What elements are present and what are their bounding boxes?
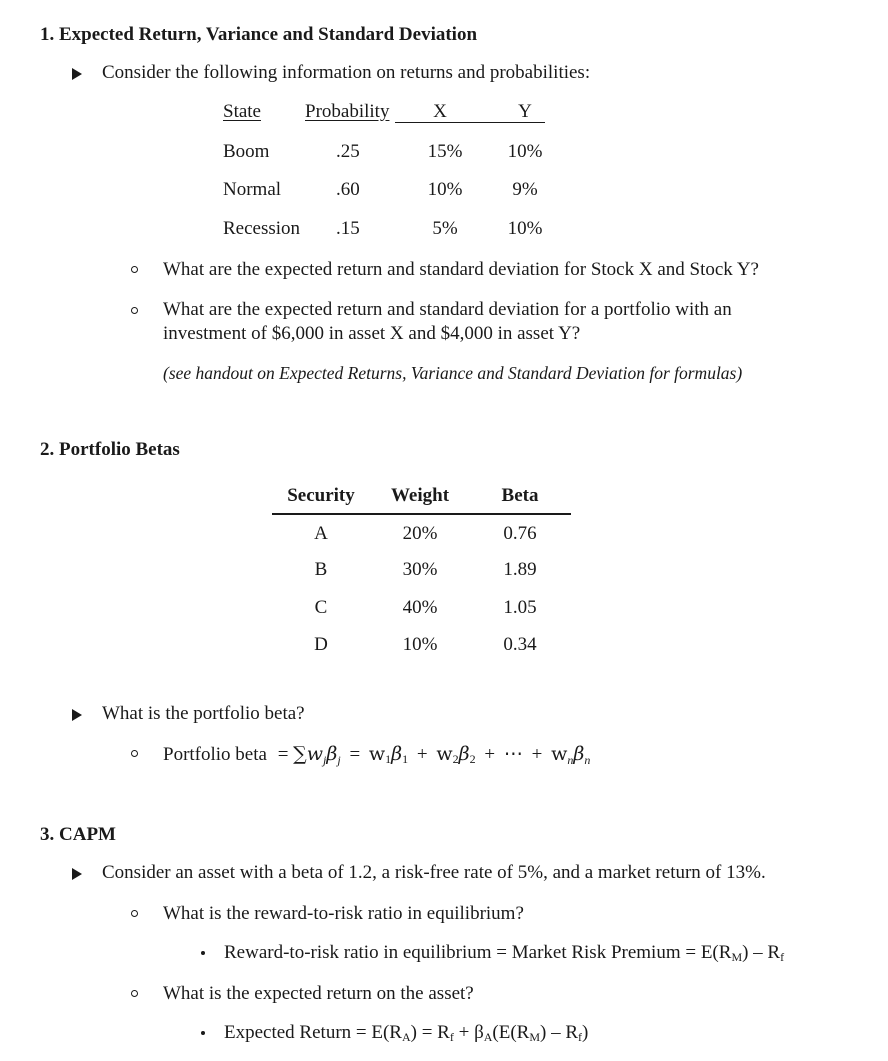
section1-intro: Consider the following information on returns and probabilities: [102, 62, 591, 83]
bullet-circle-icon [131, 750, 138, 757]
answer-1-sub-f: f [780, 950, 785, 964]
table-header-underline [395, 122, 545, 123]
section3-question-2: What is the expected return on the asset? [163, 983, 474, 1004]
formula-j: j [323, 753, 327, 767]
table-cell: 0.34 [503, 634, 537, 655]
formula-w1: w [368, 743, 386, 765]
table-cell: Boom [223, 141, 270, 162]
section1-question-1: What are the expected return and standard deviation for Stock X and Stock Y? [163, 259, 759, 280]
section3-question-1: What is the reward-to-risk ratio in equilibrium? [163, 903, 524, 924]
formula-w: w [306, 743, 324, 765]
bullet-arrow-icon [72, 868, 82, 880]
section1-note: (see handout on Expected Returns, Variance and Standard Deviation for formulas) [163, 363, 743, 383]
table-cell: B [314, 559, 328, 580]
answer-2-part: ) = R [410, 1022, 450, 1043]
table-header-y: Y [518, 101, 532, 122]
table-cell: 15% [427, 141, 463, 162]
section2-title: 2. Portfolio Betas [40, 439, 180, 460]
table-header-security: Security [287, 485, 355, 506]
table-header-weight: Weight [390, 485, 450, 506]
formula-beta: β [391, 743, 403, 765]
table-cell: 20% [402, 523, 438, 544]
bullet-arrow-icon [72, 709, 82, 721]
section2-question: What is the portfolio beta? [102, 703, 305, 724]
table-cell: 10% [507, 141, 543, 162]
table-header-beta: Beta [501, 485, 539, 506]
table-header-rule [272, 513, 571, 515]
table-cell: A [314, 523, 328, 544]
table-cell: Normal [223, 179, 282, 200]
formula-j: j [337, 753, 341, 767]
bullet-dot-icon [201, 1031, 205, 1035]
answer-2-sub: A [483, 1030, 493, 1044]
answer-2-sub: A [401, 1030, 411, 1044]
answer-1-text: Reward-to-risk ratio in equilibrium = Market Risk Premium = E(R [224, 942, 732, 963]
section1-title: 1. Expected Return, Variance and Standard Deviation [40, 24, 478, 45]
section1-question-2-line-2: investment of $6,000 in asset X and $4,000 in asset Y? [163, 323, 581, 344]
answer-2-sub: f [578, 1030, 583, 1044]
formula-n: n [584, 753, 591, 767]
section3-answer-2 [224, 1022, 588, 1045]
bullet-dot-icon [201, 951, 205, 955]
portfolio-beta-formula [163, 743, 590, 768]
answer-2-sub: f [449, 1030, 454, 1044]
table-cell: .25 [336, 141, 360, 162]
section3-intro: Consider an asset with a beta of 1.2, a risk-free rate of 5%, and a market return of 13%. [102, 862, 766, 883]
table-cell: 10% [402, 634, 438, 655]
table-header-probability: Probability [305, 101, 390, 122]
answer-2-part: Expected Return = E(R [224, 1022, 402, 1043]
bullet-circle-icon [131, 910, 138, 917]
table-header-x: X [433, 101, 447, 122]
table-cell: 40% [402, 597, 438, 618]
table-cell: .60 [336, 179, 360, 200]
formula-beta: β [326, 743, 338, 765]
table-header-state: State [223, 101, 261, 122]
bullet-circle-icon [131, 307, 138, 314]
table-cell: .15 [336, 218, 360, 239]
section3-title: 3. CAPM [40, 824, 116, 845]
formula-two: 2 [469, 752, 476, 766]
formula-two: 2 [452, 752, 459, 766]
section1-question-2-line-1: What are the expected return and standard deviation for a portfolio with an [163, 299, 732, 320]
answer-1-sub-m: M [731, 950, 743, 964]
table-cell: C [314, 597, 328, 618]
table-cell: 9% [512, 179, 538, 200]
formula-label: Portfolio beta [163, 744, 267, 765]
formula-eq: = [277, 744, 289, 765]
answer-2-part: ) [582, 1022, 589, 1043]
table-cell: D [314, 634, 328, 655]
bullet-circle-icon [131, 990, 138, 997]
formula-beta: β [458, 743, 470, 765]
answer-2-part: ) – R [540, 1022, 579, 1043]
formula-sum: ∑ [293, 743, 307, 765]
bullet-arrow-icon [72, 68, 82, 80]
formula-plus: + [531, 744, 543, 765]
table-cell: 1.89 [503, 559, 537, 580]
formula-eq: = [349, 744, 361, 765]
bullet-circle-icon [131, 266, 138, 273]
table-cell: 30% [402, 559, 438, 580]
formula-plus: + [484, 744, 496, 765]
table-cell: 10% [507, 218, 543, 239]
table-cell: 1.05 [503, 597, 537, 618]
formula-n: n [567, 753, 574, 767]
table-cell: 0.76 [503, 523, 537, 544]
answer-1-mid: ) – R [742, 942, 781, 963]
formula-beta: β [573, 743, 585, 765]
formula-one: 1 [402, 752, 409, 766]
table-cell: 10% [427, 179, 463, 200]
answer-2-part: (E(R [492, 1022, 530, 1043]
section3-answer-1 [224, 942, 784, 965]
answer-2-sub: M [529, 1030, 541, 1044]
table-cell: 5% [432, 218, 458, 239]
formula-plus: + [416, 744, 428, 765]
table-cell: Recession [223, 218, 301, 239]
answer-2-part: + β [453, 1022, 484, 1043]
formula-w2: w [436, 743, 453, 765]
formula-wn: w [551, 743, 568, 765]
formula-one: 1 [385, 752, 392, 766]
formula-ellipsis: ⋯ [503, 744, 523, 765]
